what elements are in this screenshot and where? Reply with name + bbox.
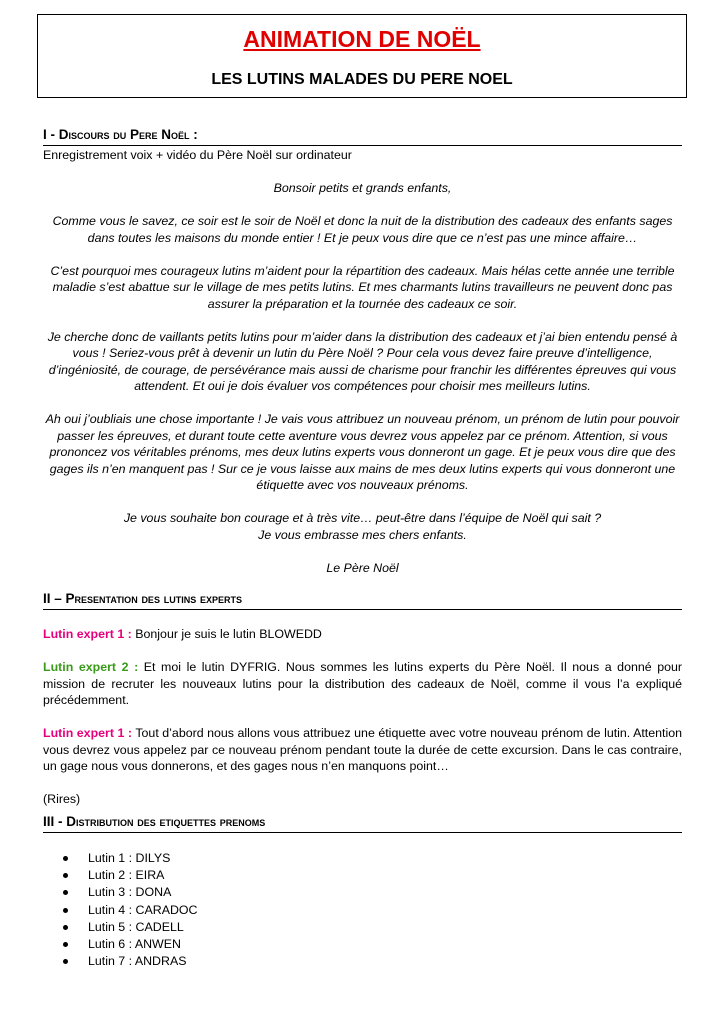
list-item: Lutin 5 : CADELL: [62, 919, 198, 936]
speech-closing: Je vous souhaite bon courage et à très vite… peut-être dans l’équipe de Noël qui sait ?: [123, 511, 602, 525]
dialogue-line: [43, 725, 682, 775]
speech-signature: Le Père Noël: [326, 560, 399, 575]
dialogue-text: Tout d’abord nous allons vous attribuez une étiquette avec votre nouveau prénom de lutin. Attention vous devrez vous appelez par ce nouveau prénom pendant toute la durée de cette excursion. Dans le cas contraire, un gage nous vous donnerons, et des gages nous n’en manquons point…: [43, 726, 682, 773]
name-tag-list: [62, 850, 198, 970]
list-item: Lutin 2 : EIRA: [62, 867, 198, 884]
list-item: Lutin 3 : DONA: [62, 884, 198, 901]
bullet-icon: [63, 856, 68, 861]
bullet-icon: [63, 942, 68, 947]
speaker-label: Lutin expert 2 :: [43, 660, 139, 674]
title-box: [37, 14, 687, 98]
list-item: Lutin 1 : DILYS: [62, 850, 198, 867]
list-item: Lutin 4 : CARADOC: [62, 902, 198, 919]
page-title: ANIMATION DE NOËL: [243, 26, 481, 52]
recording-note: Enregistrement voix + vidéo du Père Noël sur ordinateur: [43, 148, 352, 162]
bullet-icon: [63, 925, 68, 930]
list-item: Lutin 6 : ANWEN: [62, 936, 198, 953]
speech-closing: Je vous embrasse mes chers enfants.: [258, 527, 467, 542]
section-2-body: [43, 626, 682, 808]
speaker-label: Lutin expert 1 :: [43, 726, 133, 740]
bullet-icon: [63, 908, 68, 913]
section-3-heading: III - Distribution des etiquettes prenoms: [43, 813, 682, 833]
dialogue-text: Bonjour je suis le lutin BLOWEDD: [131, 627, 322, 641]
speech-paragraph: Comme vous le savez, ce soir est le soir de Noël et donc la nuit de la distribution des cadeaux des enfants sages dans toutes les maisons du monde entier ! Et je peux vous dire que ce n’est pas une mince affaire…: [52, 214, 673, 245]
speaker-label: Lutin expert 1 :: [43, 627, 132, 641]
section-1-body: [43, 147, 682, 576]
section-2-heading: II – Presentation des lutins experts: [43, 590, 682, 610]
speech-paragraph: Je cherche donc de vaillants petits lutins pour m’aider dans la distribution des cadeaux et j’ai bien entendu pensé à vous ! Seriez-vous prêt à devenir un lutin du Père Noël ? Pour cela vous devez faire preuve d’intelligence, d’ingéniosité, de courage, de persévérance mais aussi de charisme pour franchir les différentes épreuves qui vous attendent. Et oui je dois évaluer vos compétences pour choisir mes meilleurs lutins.: [47, 329, 678, 393]
dialogue-text: Et moi le lutin DYFRIG. Nous sommes les lutins experts du Père Noël. Il nous a donné pour mission de recruter les nouveaux lutins pour la distribution des cadeaux de Noël, comme il vous l’a expliqué précédemment.: [43, 660, 682, 707]
dialogue-line: [43, 659, 682, 709]
speech-paragraph: C’est pourquoi mes courageux lutins m’aident pour la répartition des cadeaux. Mais hélas cette année une terrible maladie s’est abattue sur le village de mes petits lutins. Et mes charmants lutins travailleurs ne peuvent donc pas assurer la préparation et la tournée des cadeaux ce soir.: [50, 263, 675, 311]
list-item: Lutin 7 : ANDRAS: [62, 953, 198, 970]
stage-note: (Rires): [43, 792, 81, 806]
section-1-heading: I - Discours du Pere Noël :: [43, 126, 682, 146]
dialogue-line: [43, 626, 682, 643]
page-subtitle: LES LUTINS MALADES DU PERE NOEL: [211, 71, 513, 88]
bullet-icon: [63, 890, 68, 895]
speech-greeting: Bonsoir petits et grands enfants,: [273, 181, 452, 195]
bullet-icon: [63, 959, 68, 964]
bullet-icon: [63, 873, 68, 878]
speech-paragraph: Ah oui j’oubliais une chose importante ! Je vais vous attribuez un nouveau prénom, un prénom de lutin pour pouvoir passer les épreuves, et durant toute cette aventure vous devrez vous appelez par ce prénom. Attention, si vous prononcez vos véritables prénoms, mes deux lutins experts vous donneront un gage. Et je peux vous dire que des gages ils n’en manquent pas ! Sur ce je vous laisse aux mains de mes deux lutins experts qui vous donneront une étiquette avec vos nouveaux prénoms.: [45, 412, 680, 492]
